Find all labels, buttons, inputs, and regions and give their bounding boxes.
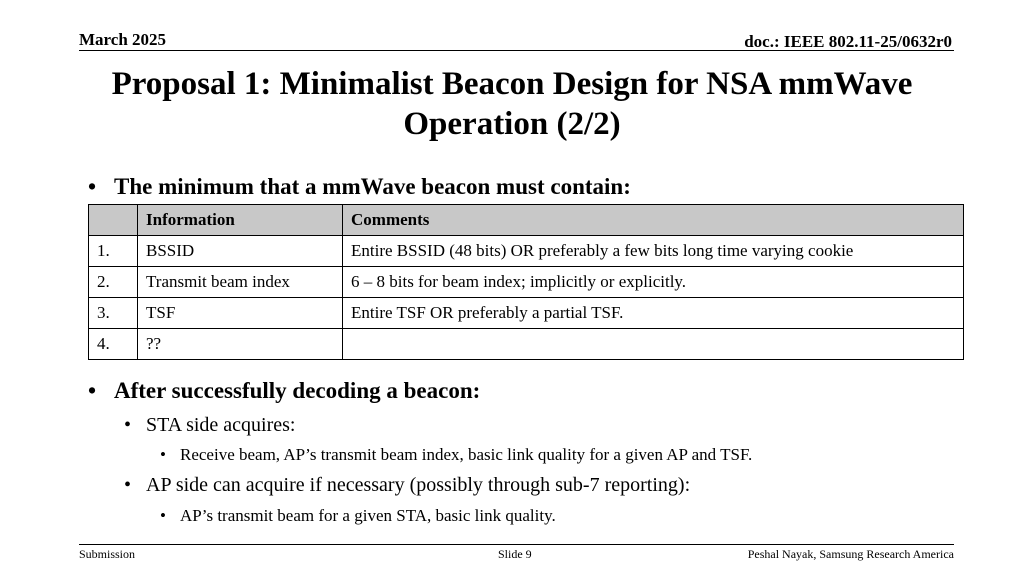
footer-author: Peshal Nayak, Samsung Research America: [747, 547, 954, 561]
bullet-text: AP side can acquire if necessary (possibly through sub-7 reporting):: [146, 474, 691, 496]
table-row: [89, 329, 964, 360]
table-header-comments: Comments: [343, 205, 964, 236]
footer-divider: [79, 544, 954, 545]
table-cell-comments: Entire BSSID (48 bits) OR preferably a few bits long time varying cookie: [343, 236, 964, 267]
footer-slide-number: Slide 9: [498, 547, 532, 561]
table-cell-information: Transmit beam index: [138, 267, 343, 298]
table-row: [89, 267, 964, 298]
bullet-dot: •: [160, 506, 166, 525]
bullet-dot: •: [124, 474, 132, 496]
table-cell-comments: Entire TSF OR preferably a partial TSF.: [343, 298, 964, 329]
table-cell-comments: 6 – 8 bits for beam index; implicitly or explicitly.: [343, 267, 964, 298]
bullet-dot: •: [88, 174, 97, 199]
bullet-text: Receive beam, AP’s transmit beam index, basic link quality for a given AP and TSF.: [180, 445, 753, 464]
table-header-index: [89, 205, 138, 236]
slide-title: Proposal 1: Minimalist Beacon Design for NSA mmWave Operation (2/2): [111, 66, 913, 142]
table-header-row: [89, 205, 964, 236]
bullet-text: The minimum that a mmWave beacon must contain:: [114, 174, 631, 199]
bullet-text: After successfully decoding a beacon:: [114, 378, 481, 403]
bullet-text: STA side acquires:: [146, 414, 296, 436]
table-cell-comments: [343, 329, 964, 360]
table-header-information: Information: [138, 205, 343, 236]
beacon-info-table: [88, 204, 964, 360]
footer-submission: Submission: [79, 547, 136, 561]
table-cell-index: 4.: [89, 329, 138, 360]
table-cell-information: BSSID: [138, 236, 343, 267]
table-cell-index: 3.: [89, 298, 138, 329]
table-row: [89, 236, 964, 267]
bullet-text: AP’s transmit beam for a given STA, basic link quality.: [180, 506, 556, 525]
header-divider: [79, 50, 954, 51]
table-cell-information: TSF: [138, 298, 343, 329]
bullet-dot: •: [88, 378, 97, 403]
header-date: March 2025: [79, 30, 167, 49]
bullet-dot: •: [124, 414, 132, 436]
header-doc-id: doc.: IEEE 802.11-25/0632r0: [744, 32, 952, 51]
table-cell-index: 2.: [89, 267, 138, 298]
table-row: [89, 298, 964, 329]
table-cell-index: 1.: [89, 236, 138, 267]
bullet-dot: •: [160, 445, 166, 464]
table-cell-information: ??: [138, 329, 343, 360]
